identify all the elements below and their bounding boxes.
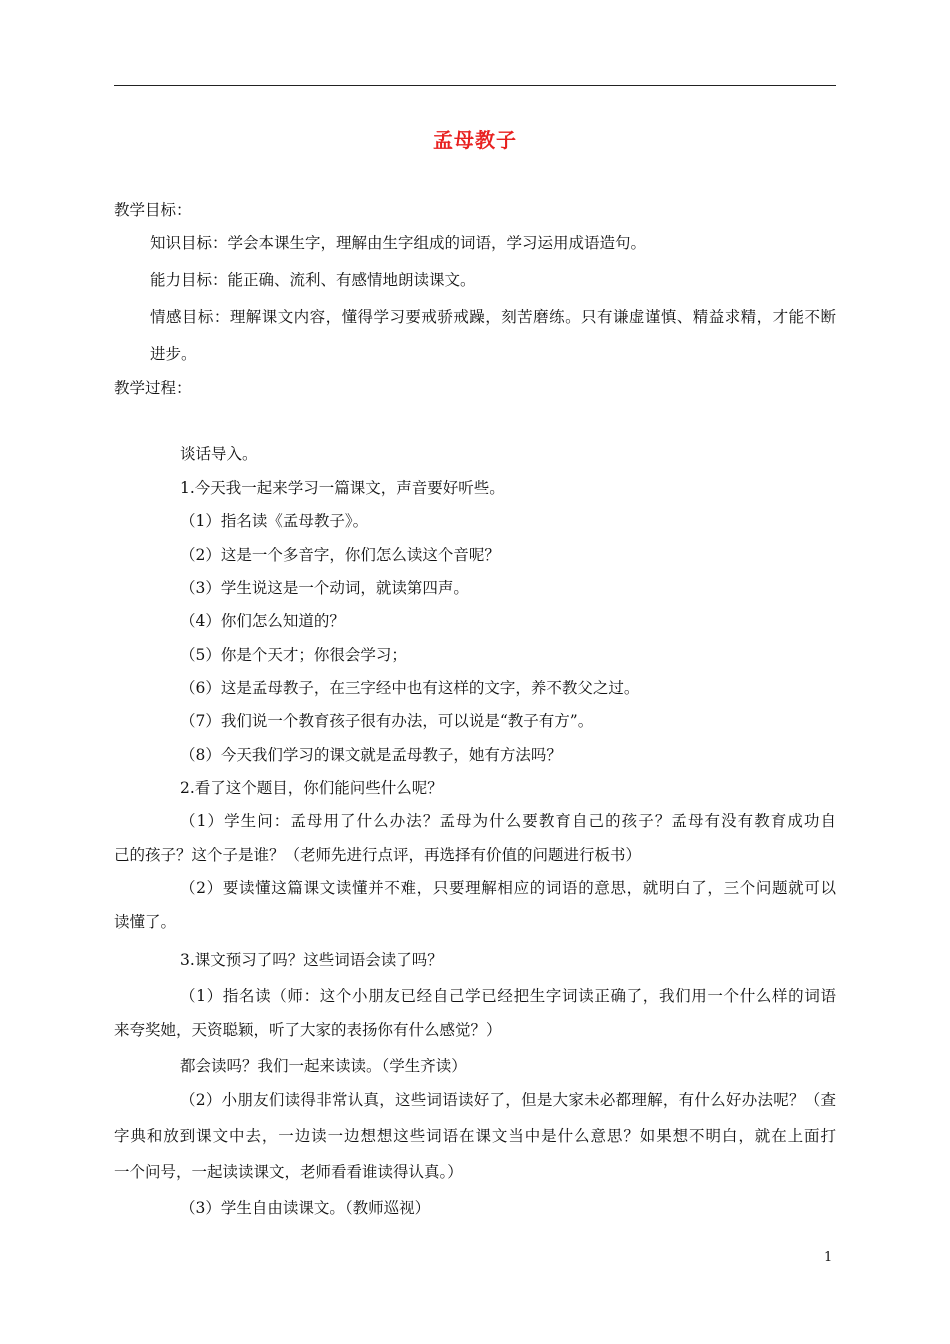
section-3-para2-line3: 一个问号，一起读读课文，老师看看谁读得认真。） (114, 1163, 463, 1181)
section-2-para2-line1: （2）要读懂这篇课文读懂并不难，只要理解相应的词语的意思，就明白了，三个问题就可以 (180, 879, 836, 897)
objective-knowledge: 知识目标：学会本课生字，理解由生字组成的词语，学习运用成语造句。 (150, 234, 647, 252)
list-item: （6）这是孟母教子，在三字经中也有这样的文字，养不教父之过。 (180, 679, 640, 697)
section-2-para2-line2: 读懂了。 (114, 913, 177, 931)
process-intro: 谈话导入。 (180, 445, 258, 463)
list-item: （3）学生说这是一个动词，就读第四声。 (180, 579, 469, 597)
list-item: （4）你们怎么知道的？ (180, 612, 345, 630)
section-3-para1-line1: （1）指名读（师：这个小朋友已经自己学已经把生字词读正确了，我们用一个什么样的词语 (180, 987, 836, 1005)
section-2-para1-line1: （1）学生问：孟母用了什么办法？孟母为什么要教育自己的孩子？孟母有没有教育成功自 (180, 812, 836, 830)
list-item: （2）这是一个多音字，你们怎么读这个音呢？ (180, 546, 500, 564)
section-3-para1-line2: 来夸奖她，天资聪颖，听了大家的表扬你有什么感觉？） (114, 1021, 502, 1039)
list-item: （1）指名读《孟母教子》。 (180, 512, 369, 530)
section-1-title: 1.今天我一起来学习一篇课文，声音要好听些。 (180, 479, 505, 497)
page-title: 孟母教子 (433, 128, 517, 152)
section-3-para1-line3: 都会读吗？我们一起来读读。（学生齐读） (180, 1057, 467, 1075)
objectives-heading: 教学目标： (114, 201, 192, 219)
section-3-para3: （3）学生自由读课文。（教师巡视） (180, 1199, 431, 1217)
section-3-title: 3.课文预习了吗？这些词语会读了吗？ (180, 951, 443, 969)
list-item: （7）我们说一个教育孩子很有办法，可以说是“教子有方”。 (180, 712, 594, 730)
list-item: （8）今天我们学习的课文就是孟母教子，她有方法吗？ (180, 746, 562, 764)
objective-emotion-line2: 进步。 (150, 345, 197, 363)
objective-ability: 能力目标：能正确、流利、有感情地朗读课文。 (150, 271, 476, 289)
section-3-para2-line1: （2）小朋友们读得非常认真，这些词语读好了，但是大家未必都理解，有什么好办法呢？（查 (180, 1091, 836, 1109)
section-2-title: 2.看了这个题目，你们能问些什么呢？ (180, 779, 443, 797)
objective-emotion-line1: 情感目标：理解课文内容，懂得学习要戒骄戒躁，刻苦磨练。只有谦虚谨慎、精益求精，才能不断 (150, 308, 836, 326)
list-item: （5）你是个天才；你很会学习； (180, 646, 407, 664)
header-rule (114, 85, 836, 86)
page-number: 1 (824, 1250, 833, 1265)
process-heading: 教学过程： (114, 379, 192, 397)
section-3-para2-line2: 字典和放到课文中去，一边读一边想想这些词语在课文当中是什么意思？如果想不明白，就在上面打 (114, 1127, 836, 1145)
section-2-para1-line2: 己的孩子？这个子是谁？（老师先进行点评，再选择有价值的问题进行板书） (114, 846, 642, 864)
